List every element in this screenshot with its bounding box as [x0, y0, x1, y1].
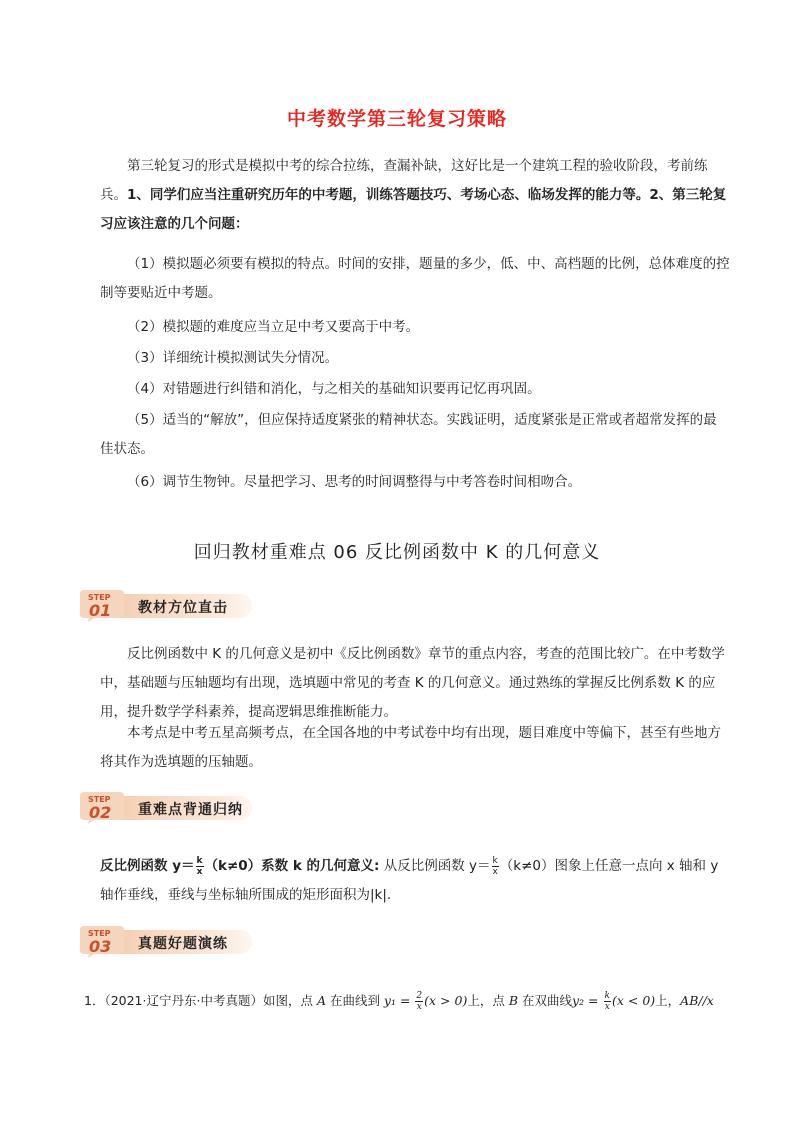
list-item: （2）模拟题的难度应当立足中考又要高于中考。: [127, 319, 420, 335]
section-title: 回归教材重难点 06 反比例函数中 K 的几何意义: [193, 542, 601, 563]
step-badge-icon: [80, 790, 124, 824]
svg-text:01: 01: [89, 601, 112, 620]
step2-paragraph: [100, 852, 730, 910]
definition-body-end: （k≠0）图象上任意一点向 x 轴和 y 轴作垂线，垂线与坐标轴所围成的矩形面积为|k|.: [100, 858, 719, 903]
svg-text:STEP: STEP: [88, 795, 111, 804]
svg-text:03: 03: [89, 937, 112, 956]
list-item: （4）对错题进行纠错和消化，与之相关的基础知识要再记忆再巩固。: [127, 381, 541, 397]
step1-paragraph: 本考点是中考五星高频考点，在全国各地的中考试卷中均有出现，题目难度中等偏下，甚至有些地方将其作为选填题的压轴题。: [100, 725, 721, 770]
step-label: 教材方位直击: [138, 600, 228, 616]
page-title: 中考数学第三轮复习策略: [286, 108, 507, 130]
step-badge-icon: [80, 924, 124, 958]
list-item: （6）调节生物钟。尽量把学习、思考的时间调整得与中考答卷时间相吻合。: [127, 474, 582, 490]
fraction-two-over-x: $\frac{2}{x}$: [416, 991, 423, 1012]
fraction-k-over-x: $\frac{k}{x}$: [492, 855, 498, 877]
list-item: （5）适当的“解放”，但应保持适度紧张的精神状态。实践证明，适度紧张是正常或者超常发挥的最佳状态。: [100, 412, 717, 457]
svg-text:STEP: STEP: [88, 929, 111, 938]
step1-paragraph: 反比例函数中 K 的几何意义是初中《反比例函数》章节的重点内容，考查的范围比较广。在中考数学中，基础题与压轴题均有出现，选填题中常见的考查 K 的几何意义。通过熟练的掌握反比例系数 K 的应用，提升数学学科素养，提高逻辑思维推断能力。: [100, 646, 725, 720]
fraction-k-over-x: $\frac{k}{x}$: [196, 855, 203, 877]
step-label: 重难点背通归纳: [138, 802, 243, 818]
definition-lead: 反比例函数 y＝: [100, 858, 195, 874]
point-one-paragraph: 1、同学们应当注重研究历年的中考题，训练答题技巧、考场心态、临场发挥的能力等。2、第三轮复习应该注意的几个问题：: [100, 187, 727, 232]
list-item: （1）模拟题必须要有模拟的特点。时间的安排，题量的多少，低、中、高档题的比例，总体难度的控制等要贴近中考题。: [100, 256, 730, 301]
svg-text:STEP: STEP: [88, 593, 111, 602]
intro-paragraph: 第三轮复习的形式是模拟中考的综合拉练，查漏补缺，这好比是一个建筑工程的验收阶段，考前练兵。: [100, 158, 708, 203]
svg-text:02: 02: [89, 803, 112, 822]
step-header-03: [80, 924, 252, 958]
list-item: （3）详细统计模拟测试失分情况。: [127, 350, 339, 366]
fraction-k-over-x: $\frac{k}{x}$: [604, 991, 610, 1012]
step-label: 真题好题演练: [138, 936, 228, 952]
step-header-01: [80, 588, 252, 622]
definition-lead-end: （k≠0）系数 k 的几何意义:: [204, 858, 380, 874]
problem-one: 1．（2021·辽宁丹东·中考真题）如图，点 A 在曲线到 y₁ = $\frac{2}{x}$ (x > 0)上，点 B 在双曲线y₂ = $\frac{k}{x}$ (x < 0)上，AB//x: [84, 991, 714, 1012]
definition-body: 从反比例函数 y＝: [379, 858, 491, 874]
step-header-02: [80, 790, 252, 824]
step-badge-icon: [80, 588, 124, 622]
